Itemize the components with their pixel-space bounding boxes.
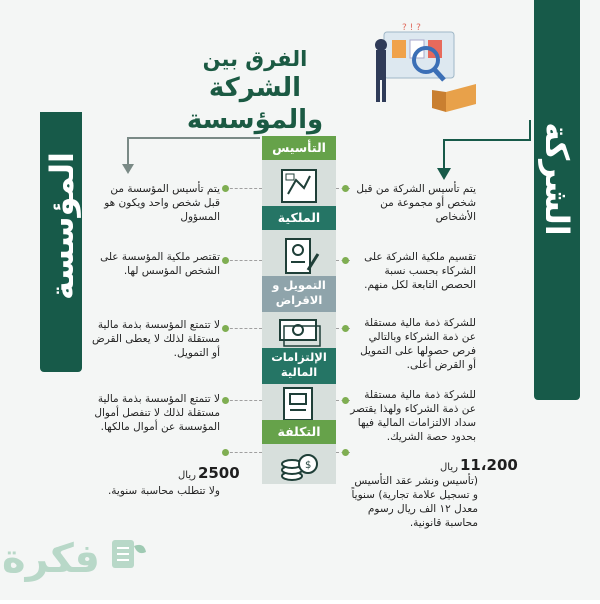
category-liabilities: الإلتزامات المالية — [262, 348, 336, 384]
bullet-dot — [222, 325, 229, 332]
comparison-center-column — [262, 136, 336, 484]
connector-line — [225, 328, 262, 329]
company-cost-note: (تأسيس ونشر عقد التأسيس و تسجيل علامة تجارية) سنوياً معدل ١٢ الف ريال رسوم محاسبة قانونية. — [351, 475, 478, 529]
category-founding: التأسيس — [262, 136, 336, 160]
company-liabilities-text: للشركة ذمة مالية مستقلة عن ذمة الشركاء ولهذا يقتصر سداد الالتزامات المالية فيها بحدود حصة الشريك. — [350, 389, 476, 443]
connector-line — [225, 260, 262, 261]
ownership-document-icon — [276, 236, 322, 276]
money-cash-icon — [276, 312, 322, 352]
company-side-bar — [534, 0, 580, 400]
svg-text:? ! ?: ? ! ? — [402, 23, 421, 33]
bullet-dot — [342, 397, 349, 404]
institution-arrow-icon — [122, 128, 262, 178]
company-vertical-title: الشركة — [538, 122, 576, 236]
coins-cost-icon — [276, 444, 322, 484]
bullet-dot — [222, 185, 229, 192]
company-cost-value: 11،200 — [459, 456, 518, 474]
bullet-dot — [222, 449, 229, 456]
institution-side-bar — [40, 112, 82, 372]
bullet-dot — [342, 257, 349, 264]
institution-cost-note: ولا تتطلب محاسبة سنوية. — [107, 485, 220, 497]
institution-cost-value: 2500 — [197, 464, 240, 482]
title-line-2: الشركة والمؤسسة — [186, 73, 324, 135]
financial-liability-icon — [276, 384, 322, 424]
category-cost: التكلفة — [262, 420, 336, 444]
title-line-1: الفرق بين — [202, 47, 308, 71]
company-ownership-text: تقسيم ملكية الشركة على الشركاء بحسب نسبة الحصص التابعة لكل منهم. — [364, 251, 476, 291]
institution-financing-text: لا تتمتع المؤسسة بذمة مالية مستقلة لذلك لا يعطى القرض أو التمويل. — [92, 319, 220, 359]
institution-cost-currency: ريال — [178, 470, 196, 481]
company-arrow-icon — [432, 116, 532, 186]
connector-line — [225, 400, 262, 401]
company-cost-price — [440, 455, 518, 474]
institution-vertical-title: المؤسسة — [43, 152, 81, 300]
business-illustration — [362, 20, 482, 115]
institution-liabilities-text: لا تتمتع المؤسسة بذمة مالية مستقلة لذلك لا تنفصل أموال المؤسسة عن أموال مالكها. — [94, 393, 220, 433]
logo-text: فكرة — [2, 536, 100, 582]
company-founding-text: يتم تأسيس الشركة من قبل شخص أو مجموعة من الأشخاص — [356, 183, 476, 223]
category-ownership: الملكية — [262, 206, 336, 230]
bullet-dot — [222, 397, 229, 404]
bullet-dot — [342, 449, 349, 456]
connector-line — [225, 452, 262, 453]
institution-founding-text: يتم تأسيس المؤسسة من قبل شخص واحد ويكون هو المسؤول — [104, 183, 220, 223]
bullet-dot — [342, 185, 349, 192]
svg-text:$: $ — [305, 460, 312, 471]
company-financing-text: للشركة ذمة مالية مستقلة عن ذمة الشركاء وبالتالي فرص حصولها على التمويل أو القرض أعلى. — [360, 317, 476, 371]
institution-cost-price — [178, 463, 240, 482]
bullet-dot — [222, 257, 229, 264]
page-title — [150, 46, 360, 136]
connector-line — [225, 188, 262, 189]
bullet-dot — [342, 325, 349, 332]
blueprint-icon — [276, 166, 322, 206]
institution-ownership-text: تقتصر ملكية المؤسسة على الشخص المؤسس لها. — [100, 251, 220, 277]
category-financing: التمويل و الاقراض — [262, 276, 336, 312]
company-cost-currency: ريال — [440, 462, 458, 473]
